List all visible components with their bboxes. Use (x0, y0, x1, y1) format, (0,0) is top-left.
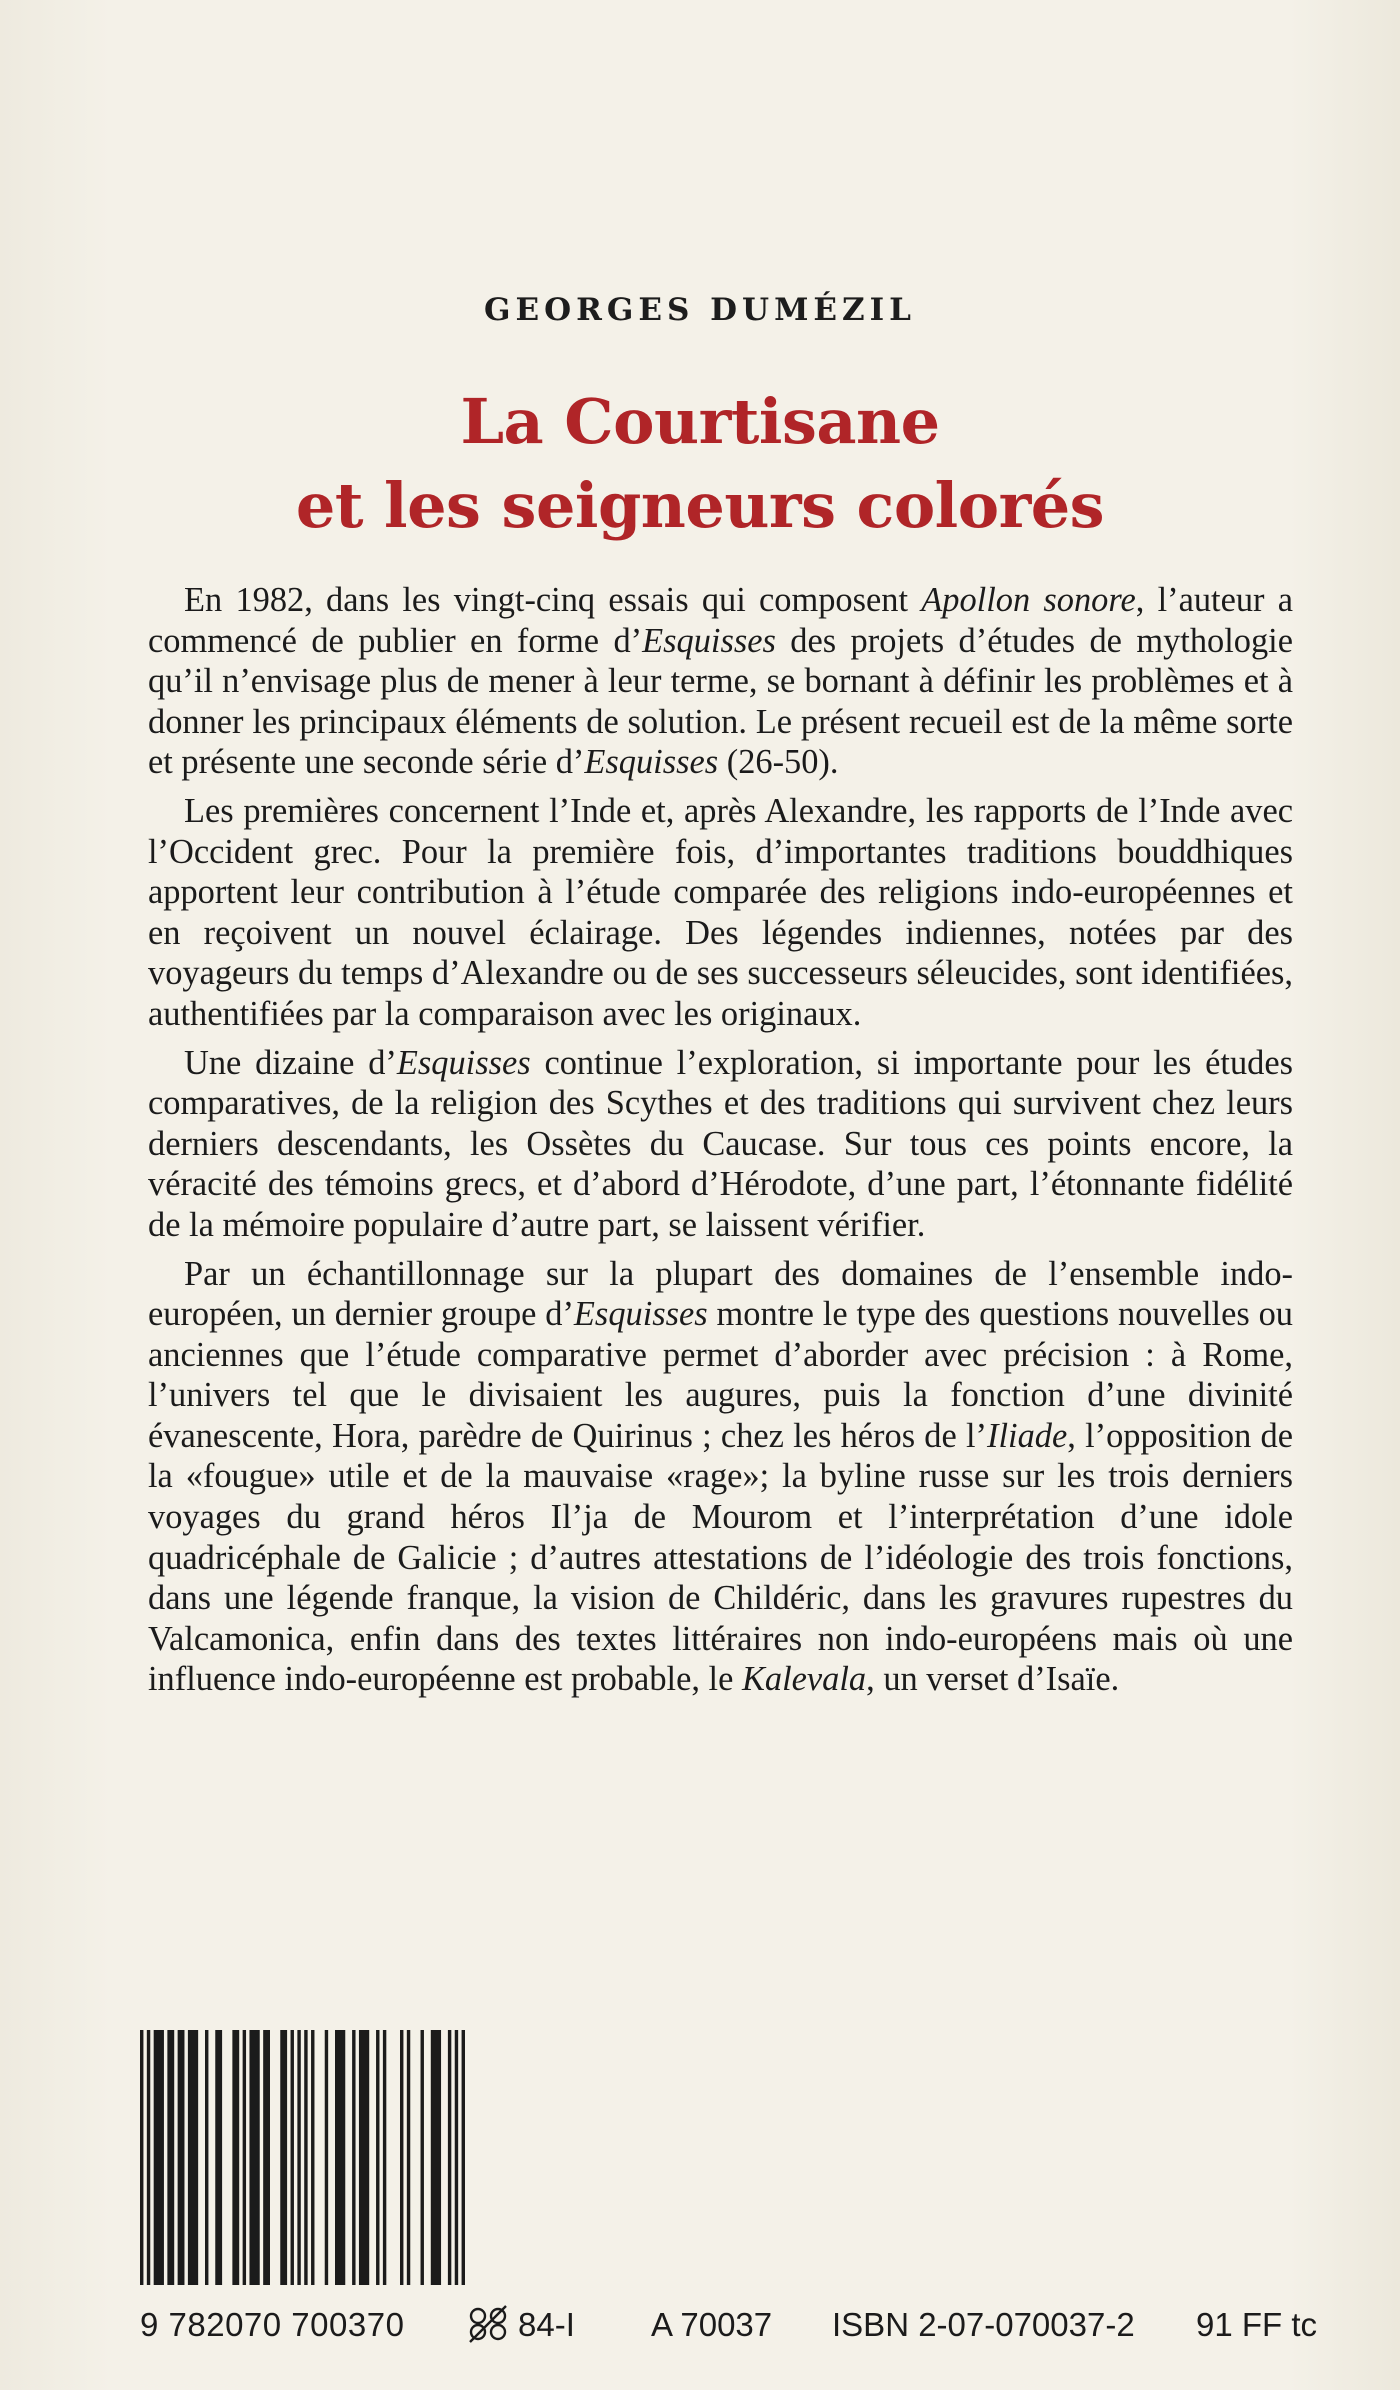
barcode-bar (215, 2030, 222, 2285)
barcode-bar (249, 2030, 259, 2285)
barcode-bar (280, 2030, 287, 2285)
series-code: 84-I (518, 2306, 575, 2343)
blurb-text (148, 580, 1293, 1708)
italic-title-text: Esquisses (396, 1043, 531, 1082)
barcode-bar (407, 2030, 410, 2285)
title-line-2: et les seigneurs colorés (295, 469, 1105, 542)
barcode-bar (154, 2030, 164, 2285)
catalog-code: A 70037 (651, 2306, 773, 2343)
barcode-bar (359, 2030, 369, 2285)
paragraph-text: , un verset d’Isaïe. (866, 1660, 1120, 1699)
italic-title-text: Iliade (987, 1416, 1068, 1455)
italic-title-text: Esquisses (584, 743, 719, 782)
barcode-bar (188, 2030, 198, 2285)
barcode-bar (325, 2030, 328, 2285)
barcode-bar (291, 2030, 294, 2285)
blurb-paragraph (148, 1043, 1293, 1246)
italic-title-text: Kalevala (741, 1660, 867, 1699)
barcode-bar (431, 2030, 441, 2285)
blurb-paragraph (148, 580, 1293, 783)
price: 91 FF tc (1196, 2306, 1318, 2343)
isbn: ISBN 2-07-070037-2 (832, 2306, 1135, 2343)
barcode-bar (421, 2030, 424, 2285)
paragraph-text: continue l’exploration, si importante pour les études comparatives, de la religion des Scythes et des traditions qui survivent chez leurs derniers descendants, les Ossètes du Caucase. Sur tous ces points encore, la véracité des témoins grecs, et d’abord d’Hérodote, d’une part, l’étonnante fidélité de la mémoire populaire d’autre part, se laissent vérifier. (148, 1043, 1293, 1244)
barcode-bar (232, 2030, 239, 2285)
barcode-bar (455, 2030, 458, 2285)
paragraph-text: , l’opposition de la «fougue» utile et de la mauvaise «rage»; la byline russe sur les trois derniers voyages du grand héros Il’ja de Mourom et l’interprétation d’une idole quadricéphale de Galicie ; d’autres attestations de l’idéologie des trois fonctions, dans une légende franque, la vision de Childéric, dans les gravures rupestres du Valcamonica, enfin dans des textes littéraires non indo-européens mais où une influence indo-européenne est probable, le (148, 1416, 1293, 1699)
barcode-bar (140, 2030, 143, 2285)
barcode-bar (178, 2030, 185, 2285)
paragraph-text: Par un échantillonnage sur la plupart des domaines de l’ensemble indo-européen, un dernier groupe d’ (148, 1254, 1293, 1334)
barcode-bar (462, 2030, 465, 2285)
barcode-bar (311, 2030, 314, 2285)
barcode-bar (167, 2030, 174, 2285)
paragraph-text: Les premières concernent l’Inde et, après Alexandre, les rapports de l’Inde avec l’Occident grec. Pour la première fois, d’importantes traditions bouddhiques apportent leur contribution à l’étude comparée des religions indo-européennes et en reçoivent un nouvel éclairage. Des légendes indiennes, notées par des voyageurs du temps d’Alexandre ou de ses successeurs séleucides, sont identifiées, authentifiées par la comparaison avec les originaux. (148, 791, 1293, 1033)
italic-title-text: Apollon sonore (921, 581, 1136, 619)
barcode-bar (376, 2030, 379, 2285)
paragraph-text: En 1982, dans les vingt-cinq essais qui composent (184, 581, 922, 619)
paragraph-text: montre le type des questions nouvelles ou anciennes que l’étude comparative permet d’aborder avec précision : à Rome, l’univers tel que le divisaient les augures, puis la fonction d’une divinité évanescente, Hora, parèdre de Quirinus ; chez les héros de l’ (148, 1295, 1293, 1455)
barcode (140, 2030, 465, 2285)
title-line-1: La Courtisane (460, 385, 940, 458)
blurb-paragraph (148, 791, 1293, 1035)
blurb-paragraph (148, 1254, 1293, 1701)
paragraph-text: des projets d’études de mythologie qu’il n’envisage plus de mener à leur terme, se bornant à définir les problèmes et à donner les principaux éléments de solution. Le présent recueil est de la même sorte et présente une seconde série d’ (148, 621, 1293, 782)
barcode-bar (448, 2030, 451, 2285)
paragraph-text: , l’auteur a commencé de publier en forme d’ (148, 581, 1294, 660)
paragraph-text: Une dizaine d’ (184, 1043, 397, 1082)
barcode-bar (243, 2030, 246, 2285)
barcode-bar (304, 2030, 307, 2285)
barcode-bar (297, 2030, 300, 2285)
barcode-bar (205, 2030, 208, 2285)
barcode-bar (147, 2030, 150, 2285)
barcode-bar (335, 2030, 345, 2285)
italic-title-text: Esquisses (573, 1295, 708, 1334)
barcode-bar (400, 2030, 403, 2285)
barcode-bar (352, 2030, 355, 2285)
italic-title-text: Esquisses (642, 621, 776, 660)
publisher-logo-icon (466, 2304, 510, 2344)
book-title (0, 380, 1400, 548)
author-name: GEORGES DUMÉZIL (484, 292, 916, 328)
barcode-bar (383, 2030, 386, 2285)
barcode-bars (140, 2030, 465, 2285)
barcode-bar (263, 2030, 270, 2285)
barcode-number: 9 782070 700370 (140, 2306, 405, 2343)
paragraph-text: (26-50). (718, 743, 839, 782)
